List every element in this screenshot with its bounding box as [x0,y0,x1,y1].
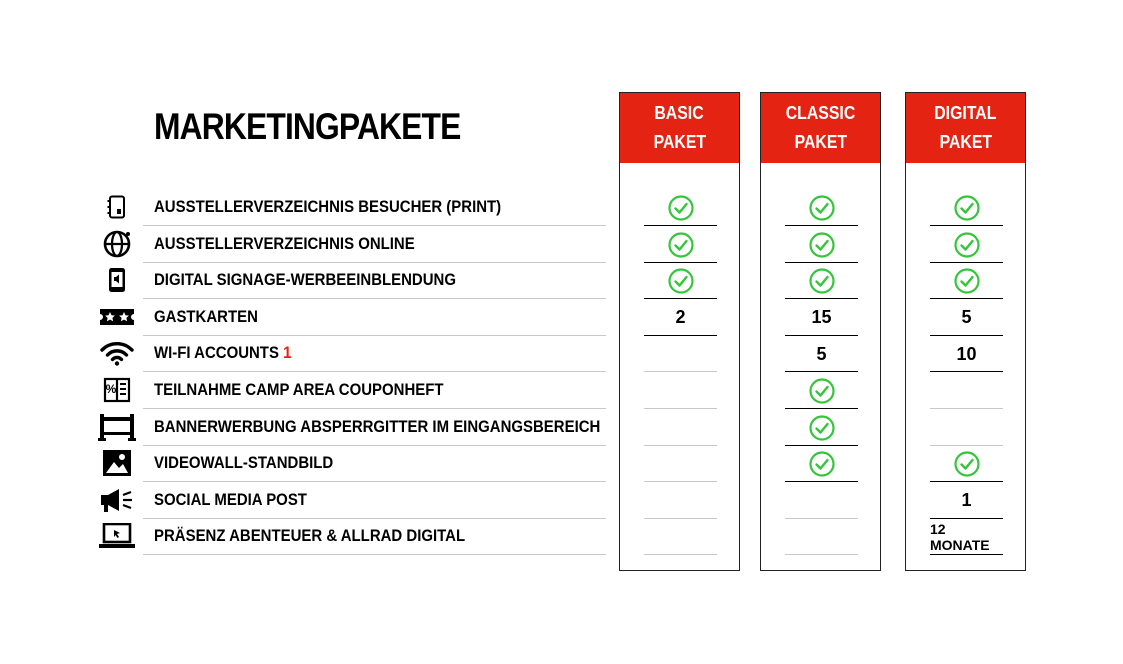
feature-label [154,336,291,370]
package-value: 12 MONATE [930,521,990,554]
check-icon [953,194,981,222]
package-cell [930,300,1003,336]
package-cell [644,263,717,299]
feature-label-text: TEILNAHME CAMP AREA COUPONHEFT [154,380,444,399]
feature-label-text: GASTKARTEN [154,306,258,326]
cell-divider [930,554,1003,555]
feature-label [154,300,258,334]
check-icon [953,231,981,259]
feature-label [154,190,501,224]
package-cell [930,483,1003,519]
feature-label-text: BANNERWERBUNG ABSPERRGITTER IM EINGANGSBEREICH [154,416,601,436]
package-header [620,93,739,163]
package-cell [785,190,858,226]
feature-label-text: VIDEOWALL-STANDBILD [154,453,334,473]
check-icon [667,267,695,295]
package-cell [930,373,1003,409]
feature-label [154,483,307,517]
check-icon [808,231,836,259]
feature-row [98,300,606,336]
feature-row [98,483,606,519]
feature-label-text: AUSSTELLERVERZEICHNIS ONLINE [154,233,415,253]
smartphone-icon [98,266,136,294]
check-icon [667,231,695,259]
package-value: 1 [961,490,972,511]
package-cell [785,410,858,446]
feature-label [154,446,333,480]
package-cell [644,300,717,336]
package-cell [785,483,858,519]
row-divider [143,554,606,555]
package-value: 15 [811,307,832,328]
megaphone-icon [98,486,136,514]
package-cell [644,373,717,409]
package-cell [644,483,717,519]
feature-row [98,519,606,555]
package-value: 10 [956,343,977,364]
package-cell [930,519,1003,555]
package-subtitle: PAKET [794,132,847,152]
check-icon [667,194,695,222]
feature-label [154,519,465,553]
package-cell [785,263,858,299]
feature-row [98,227,606,263]
image-icon [98,449,136,477]
package-cell [644,227,717,263]
check-icon [808,267,836,295]
cell-divider [785,554,858,555]
page-title: MARKETINGPAKETE [154,106,461,147]
package-cell [785,300,858,336]
package-value: 5 [816,343,827,364]
package-cell [930,446,1003,482]
feature-row [98,410,606,446]
package-cell [930,227,1003,263]
package-column-basic [619,92,740,571]
check-icon [953,267,981,295]
notebook-icon [98,193,136,221]
feature-row [98,373,606,409]
svg-text:%: % [105,382,117,396]
package-cell [930,336,1003,372]
feature-row [98,446,606,482]
feature-label-text: SOCIAL MEDIA POST [154,489,307,509]
feature-label-text: AUSSTELLERVERZEICHNIS BESUCHER (PRINT) [154,197,502,216]
package-cell [785,227,858,263]
feature-label [154,227,415,261]
coupon-booklet-icon [98,376,136,404]
package-cell [785,336,858,372]
package-value: 5 [961,307,972,328]
package-header [906,93,1025,163]
wifi-icon [98,339,136,367]
package-name: BASIC [654,103,705,123]
check-icon [808,377,836,405]
check-icon [808,414,836,442]
ticket-icon [98,303,136,331]
feature-label-text: PRÄSENZ ABENTEUER & ALLRAD DIGITAL [154,526,466,546]
feature-row [98,190,606,226]
globe-icon [98,230,136,258]
feature-row [98,263,606,299]
package-header [761,93,880,163]
package-cell [644,446,717,482]
package-cell [644,190,717,226]
package-subtitle: PAKET [653,132,706,152]
check-icon [953,450,981,478]
feature-label [154,410,600,444]
laptop-icon [98,522,136,550]
package-cell [785,519,858,555]
feature-label-text: DIGITAL SIGNAGE-WERBEEINBLENDUNG [154,270,456,290]
package-cell [644,336,717,372]
package-cell [785,446,858,482]
check-icon [808,450,836,478]
package-column-classic [760,92,881,571]
feature-label [154,373,444,407]
package-name: CLASSIC [785,103,856,123]
package-cell [785,373,858,409]
cell-divider [644,554,717,555]
footnote-marker: 1 [283,343,292,363]
barrier-banner-icon [98,413,136,441]
package-cell [644,519,717,555]
package-column-digital [905,92,1026,571]
package-cell [644,410,717,446]
feature-label [154,263,456,297]
package-cell [930,190,1003,226]
package-cell [930,263,1003,299]
check-icon [808,194,836,222]
feature-label-text: WI-FI ACCOUNTS [154,343,279,363]
package-subtitle: PAKET [939,132,992,152]
package-name: DIGITAL [934,103,997,123]
package-cell [930,410,1003,446]
package-value: 2 [675,307,686,328]
feature-row [98,336,606,372]
